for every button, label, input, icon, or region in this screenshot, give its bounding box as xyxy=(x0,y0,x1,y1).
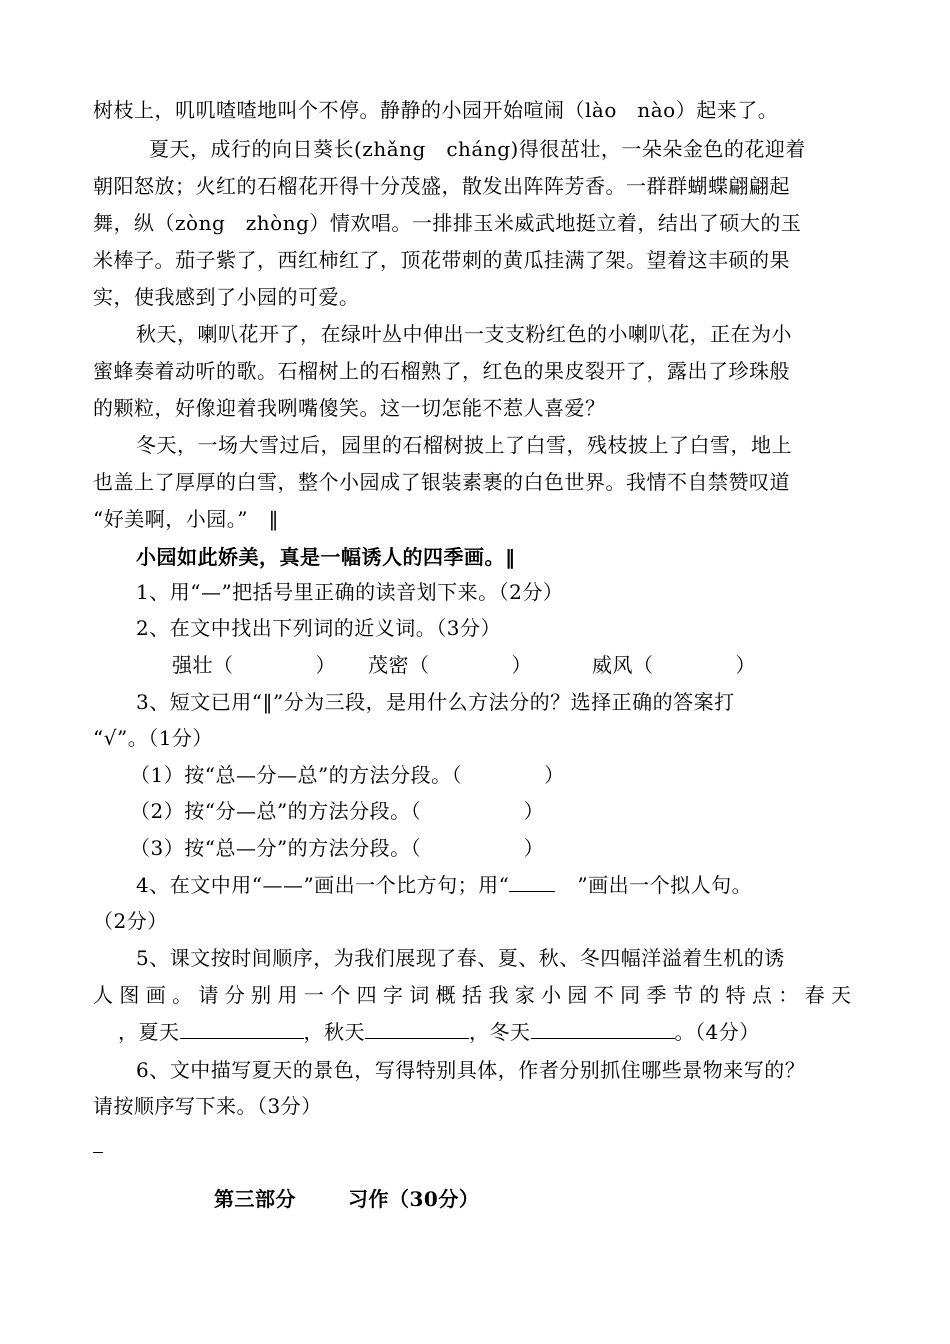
winter-answer-blank[interactable] xyxy=(531,1018,675,1039)
question-2-word-2: 茂密（ ） xyxy=(368,653,532,677)
question-2-word-1: 强壮（ ） xyxy=(172,653,336,677)
conclusion-line: 小园如此娇美，真是一幅诱人的四季画。‖ xyxy=(136,545,516,569)
answer-line-stub xyxy=(93,1152,103,1153)
text-line: 的颗粒，好像迎着我咧嘴傻笑。这一切怎能不惹人喜爱？ xyxy=(93,396,606,420)
text-line: 朝阳怒放；火红的石榴花开得十分茂盛，散发出阵阵芳香。一群群蝴蝶翩翩起 xyxy=(93,174,790,198)
question-5: 5、课文按时间顺序，为我们展现了春、夏、秋、冬四幅洋溢着生机的诱 xyxy=(136,946,785,970)
question-4 xyxy=(136,871,752,899)
text-line: 树枝上，叽叽喳喳地叫个不停。静静的小园开始喧闹（lào nào）起来了。 xyxy=(93,98,779,122)
question-3-option-2: （2）按“分—总”的方法分段。（ ） xyxy=(130,799,545,823)
question-4-text-b: ”画出一个拟人句。 xyxy=(577,873,753,897)
text-line: 秋天，喇叭花开了，在绿叶丛中伸出一支支粉红色的小喇叭花，正在为小 xyxy=(136,322,792,346)
question-2-word-3: 威风（ ） xyxy=(592,653,756,677)
text-line: 舞，纵（zòng zhòng）情欢唱。一排排玉米威武地挺立着，结出了硕大的玉 xyxy=(93,211,802,235)
question-3-cont: “√”。（1分） xyxy=(93,726,213,750)
question-3: 3、短文已用“‖”分为三段，是用什么方法分的？选择正确的答案打 xyxy=(136,690,735,714)
text-line: 蜜蜂奏着动听的歌。石榴树上的石榴熟了，红色的果皮裂开了，露出了珍珠般 xyxy=(93,359,790,383)
text-line: 米棒子。茄子紫了，西红柿红了，顶花带刺的黄瓜挂满了架。望着这丰硕的果 xyxy=(93,248,790,272)
summer-answer-blank[interactable] xyxy=(180,1018,304,1039)
summer-label: ，夏天 xyxy=(118,1020,180,1044)
question-1: 1、用“—”把括号里正确的读音划下来。（2分） xyxy=(136,580,564,604)
question-3-option-1: （1）按“总—分—总”的方法分段。（ ） xyxy=(130,763,565,787)
text-line: 实，使我感到了小园的可爱。 xyxy=(93,285,360,309)
text-line: 冬天，一场大雪过后，园里的石榴树披上了白雪，残枝披上了白雪，地上 xyxy=(136,433,792,457)
text-line: 也盖上了厚厚的白雪，整个小园成了银装素裹的白色世界。我情不自禁赞叹道 xyxy=(93,470,790,494)
autumn-answer-blank[interactable] xyxy=(365,1018,469,1039)
section-title: 习作（30分） xyxy=(348,1187,480,1211)
question-5-blanks xyxy=(118,1018,760,1046)
score-label: 。（4分） xyxy=(674,1020,760,1044)
winter-label: ，冬天 xyxy=(469,1020,531,1044)
question-2: 2、在文中找出下列词的近义词。（3分） xyxy=(136,616,501,640)
question-5-cont: 人 图 画 。 请 分 别 用 一 个 四 字 词 概 括 我 家 小 园 不 同 季 节 的 特 点 ： 春 天 xyxy=(93,983,852,1007)
question-6: 6、文中描写夏天的景色，写得特别具体，作者分别抓住哪些景物来写的？ xyxy=(136,1058,806,1082)
wavy-underline-sample xyxy=(509,871,555,892)
text-line: 夏天，成行的向日葵长(zhǎng cháng)得很茁壮，一朵朵金色的花迎着 xyxy=(149,137,806,161)
question-6-cont: 请按顺序写下来。（3分） xyxy=(93,1094,322,1118)
question-4-text-a: 4、在文中用“——”画出一个比方句；用“ xyxy=(136,873,510,897)
section-part-label: 第三部分 xyxy=(214,1187,296,1211)
question-4-cont: （2分） xyxy=(93,909,168,933)
text-line: “好美啊，小园。” ‖ xyxy=(93,507,279,531)
autumn-label: ，秋天 xyxy=(303,1020,365,1044)
question-3-option-3: （3）按“总—分”的方法分段。（ ） xyxy=(130,836,545,860)
